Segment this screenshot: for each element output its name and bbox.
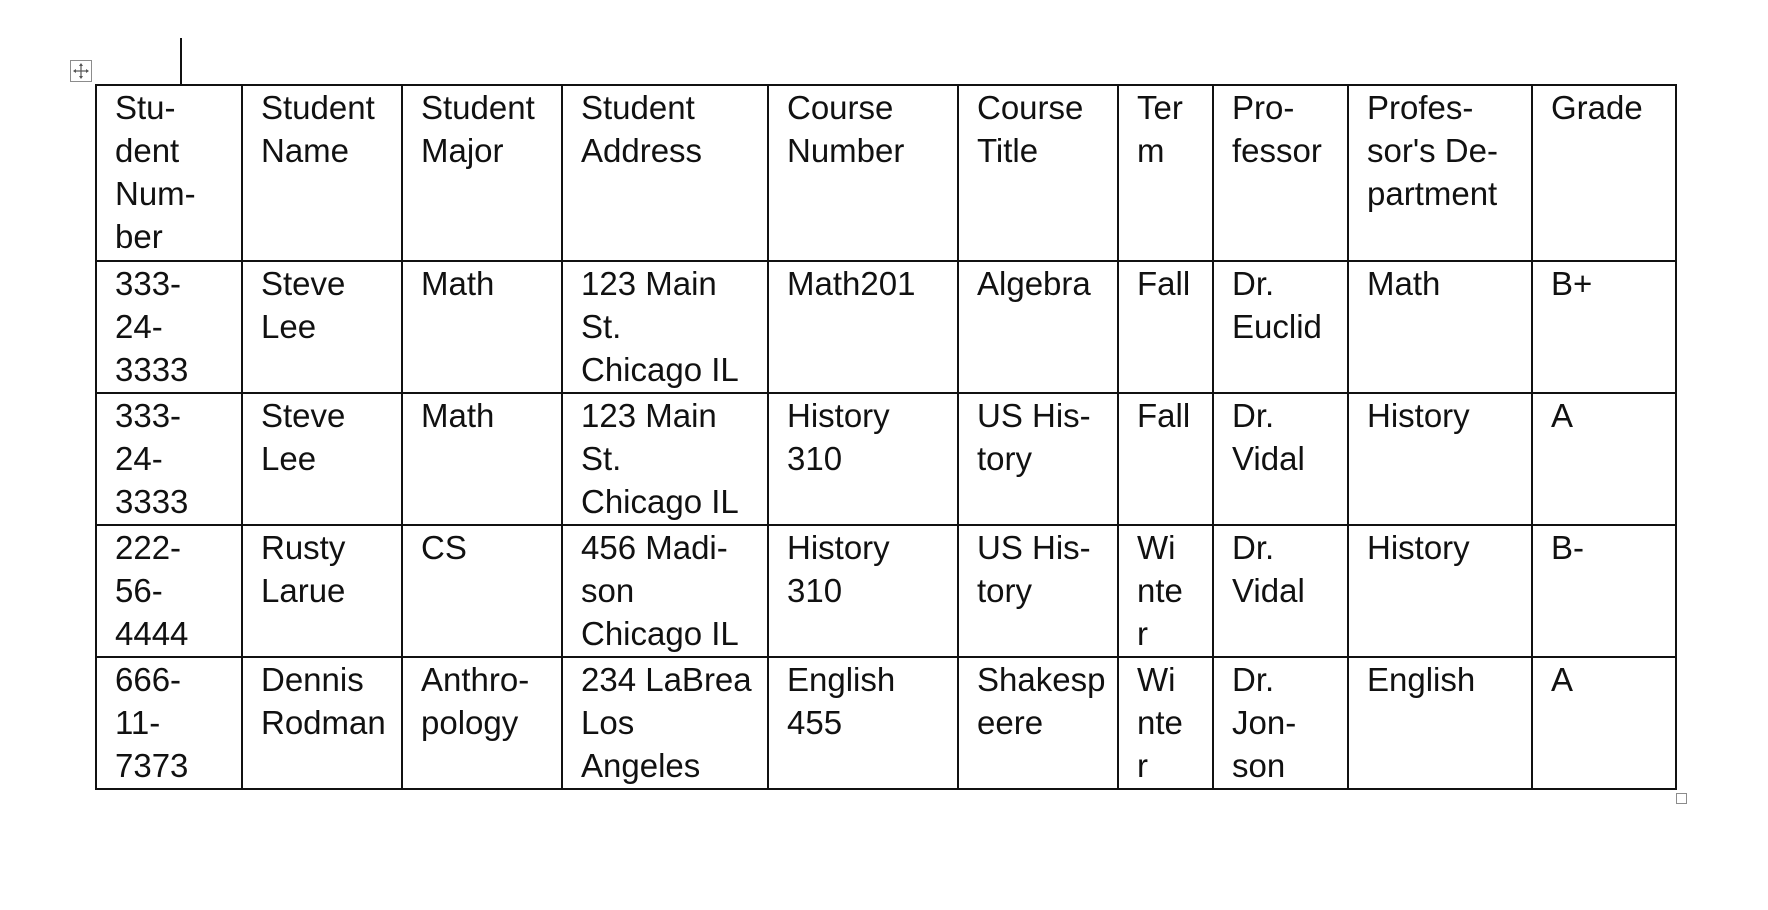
cell-professor[interactable]: Dr. Euclid — [1213, 261, 1348, 393]
cell-student-major[interactable]: Math — [402, 261, 562, 393]
move-arrows-icon — [71, 61, 91, 81]
cell-student-name[interactable]: Steve Lee — [242, 261, 402, 393]
cell-student-name[interactable]: Dennis Rodman — [242, 657, 402, 789]
table-move-handle[interactable] — [70, 60, 92, 82]
cell-term[interactable]: Fall — [1118, 393, 1213, 525]
header-student-major[interactable]: Student Major — [402, 85, 562, 261]
table-row — [96, 261, 1676, 393]
cell-professor[interactable]: Dr. Jon- son — [1213, 657, 1348, 789]
student-course-table — [95, 84, 1677, 790]
cell-student-number[interactable]: 333- 24- 3333 — [96, 261, 242, 393]
text-cursor — [180, 38, 182, 84]
cell-term[interactable]: Wi nte r — [1118, 657, 1213, 789]
cell-course-number[interactable]: English 455 — [768, 657, 958, 789]
cell-professor-department[interactable]: History — [1348, 393, 1532, 525]
cell-student-address[interactable]: 456 Madi- son Chicago IL — [562, 525, 768, 657]
cell-student-major[interactable]: CS — [402, 525, 562, 657]
cell-course-title[interactable]: US His- tory — [958, 525, 1118, 657]
header-professor[interactable]: Pro- fessor — [1213, 85, 1348, 261]
cell-grade[interactable]: B+ — [1532, 261, 1676, 393]
cell-course-number[interactable]: History 310 — [768, 393, 958, 525]
table-row — [96, 657, 1676, 789]
cell-professor-department[interactable]: History — [1348, 525, 1532, 657]
cell-student-name[interactable]: Steve Lee — [242, 393, 402, 525]
cell-professor[interactable]: Dr. Vidal — [1213, 525, 1348, 657]
header-course-title[interactable]: Course Title — [958, 85, 1118, 261]
cell-professor-department[interactable]: Math — [1348, 261, 1532, 393]
cell-professor[interactable]: Dr. Vidal — [1213, 393, 1348, 525]
cell-student-number[interactable]: 666- 11- 7373 — [96, 657, 242, 789]
cell-student-number[interactable]: 222- 56- 4444 — [96, 525, 242, 657]
header-student-address[interactable]: Student Address — [562, 85, 768, 261]
header-row — [96, 85, 1676, 261]
table-resize-handle[interactable] — [1676, 793, 1687, 804]
header-grade[interactable]: Grade — [1532, 85, 1676, 261]
table-row — [96, 525, 1676, 657]
cell-professor-department[interactable]: English — [1348, 657, 1532, 789]
header-student-number[interactable]: Stu- dent Num- ber — [96, 85, 242, 261]
cell-term[interactable]: Fall — [1118, 261, 1213, 393]
cell-course-number[interactable]: History 310 — [768, 525, 958, 657]
cell-student-address[interactable]: 123 Main St. Chicago IL — [562, 393, 768, 525]
header-term[interactable]: Ter m — [1118, 85, 1213, 261]
cell-student-major[interactable]: Math — [402, 393, 562, 525]
cell-grade[interactable]: A — [1532, 393, 1676, 525]
cell-term[interactable]: Wi nte r — [1118, 525, 1213, 657]
cell-student-number[interactable]: 333- 24- 3333 — [96, 393, 242, 525]
cell-student-address[interactable]: 123 Main St. Chicago IL — [562, 261, 768, 393]
header-course-number[interactable]: Course Number — [768, 85, 958, 261]
cell-grade[interactable]: A — [1532, 657, 1676, 789]
cell-student-name[interactable]: Rusty Larue — [242, 525, 402, 657]
cell-course-title[interactable]: Algebra — [958, 261, 1118, 393]
cell-course-title[interactable]: US His- tory — [958, 393, 1118, 525]
table-row — [96, 393, 1676, 525]
cell-student-major[interactable]: Anthro- pology — [402, 657, 562, 789]
cell-course-title[interactable]: Shakesp eere — [958, 657, 1118, 789]
header-professor-department[interactable]: Profes- sor's De- partment — [1348, 85, 1532, 261]
cell-grade[interactable]: B- — [1532, 525, 1676, 657]
cell-course-number[interactable]: Math201 — [768, 261, 958, 393]
header-student-name[interactable]: Student Name — [242, 85, 402, 261]
cell-student-address[interactable]: 234 LaBrea Los Angeles — [562, 657, 768, 789]
